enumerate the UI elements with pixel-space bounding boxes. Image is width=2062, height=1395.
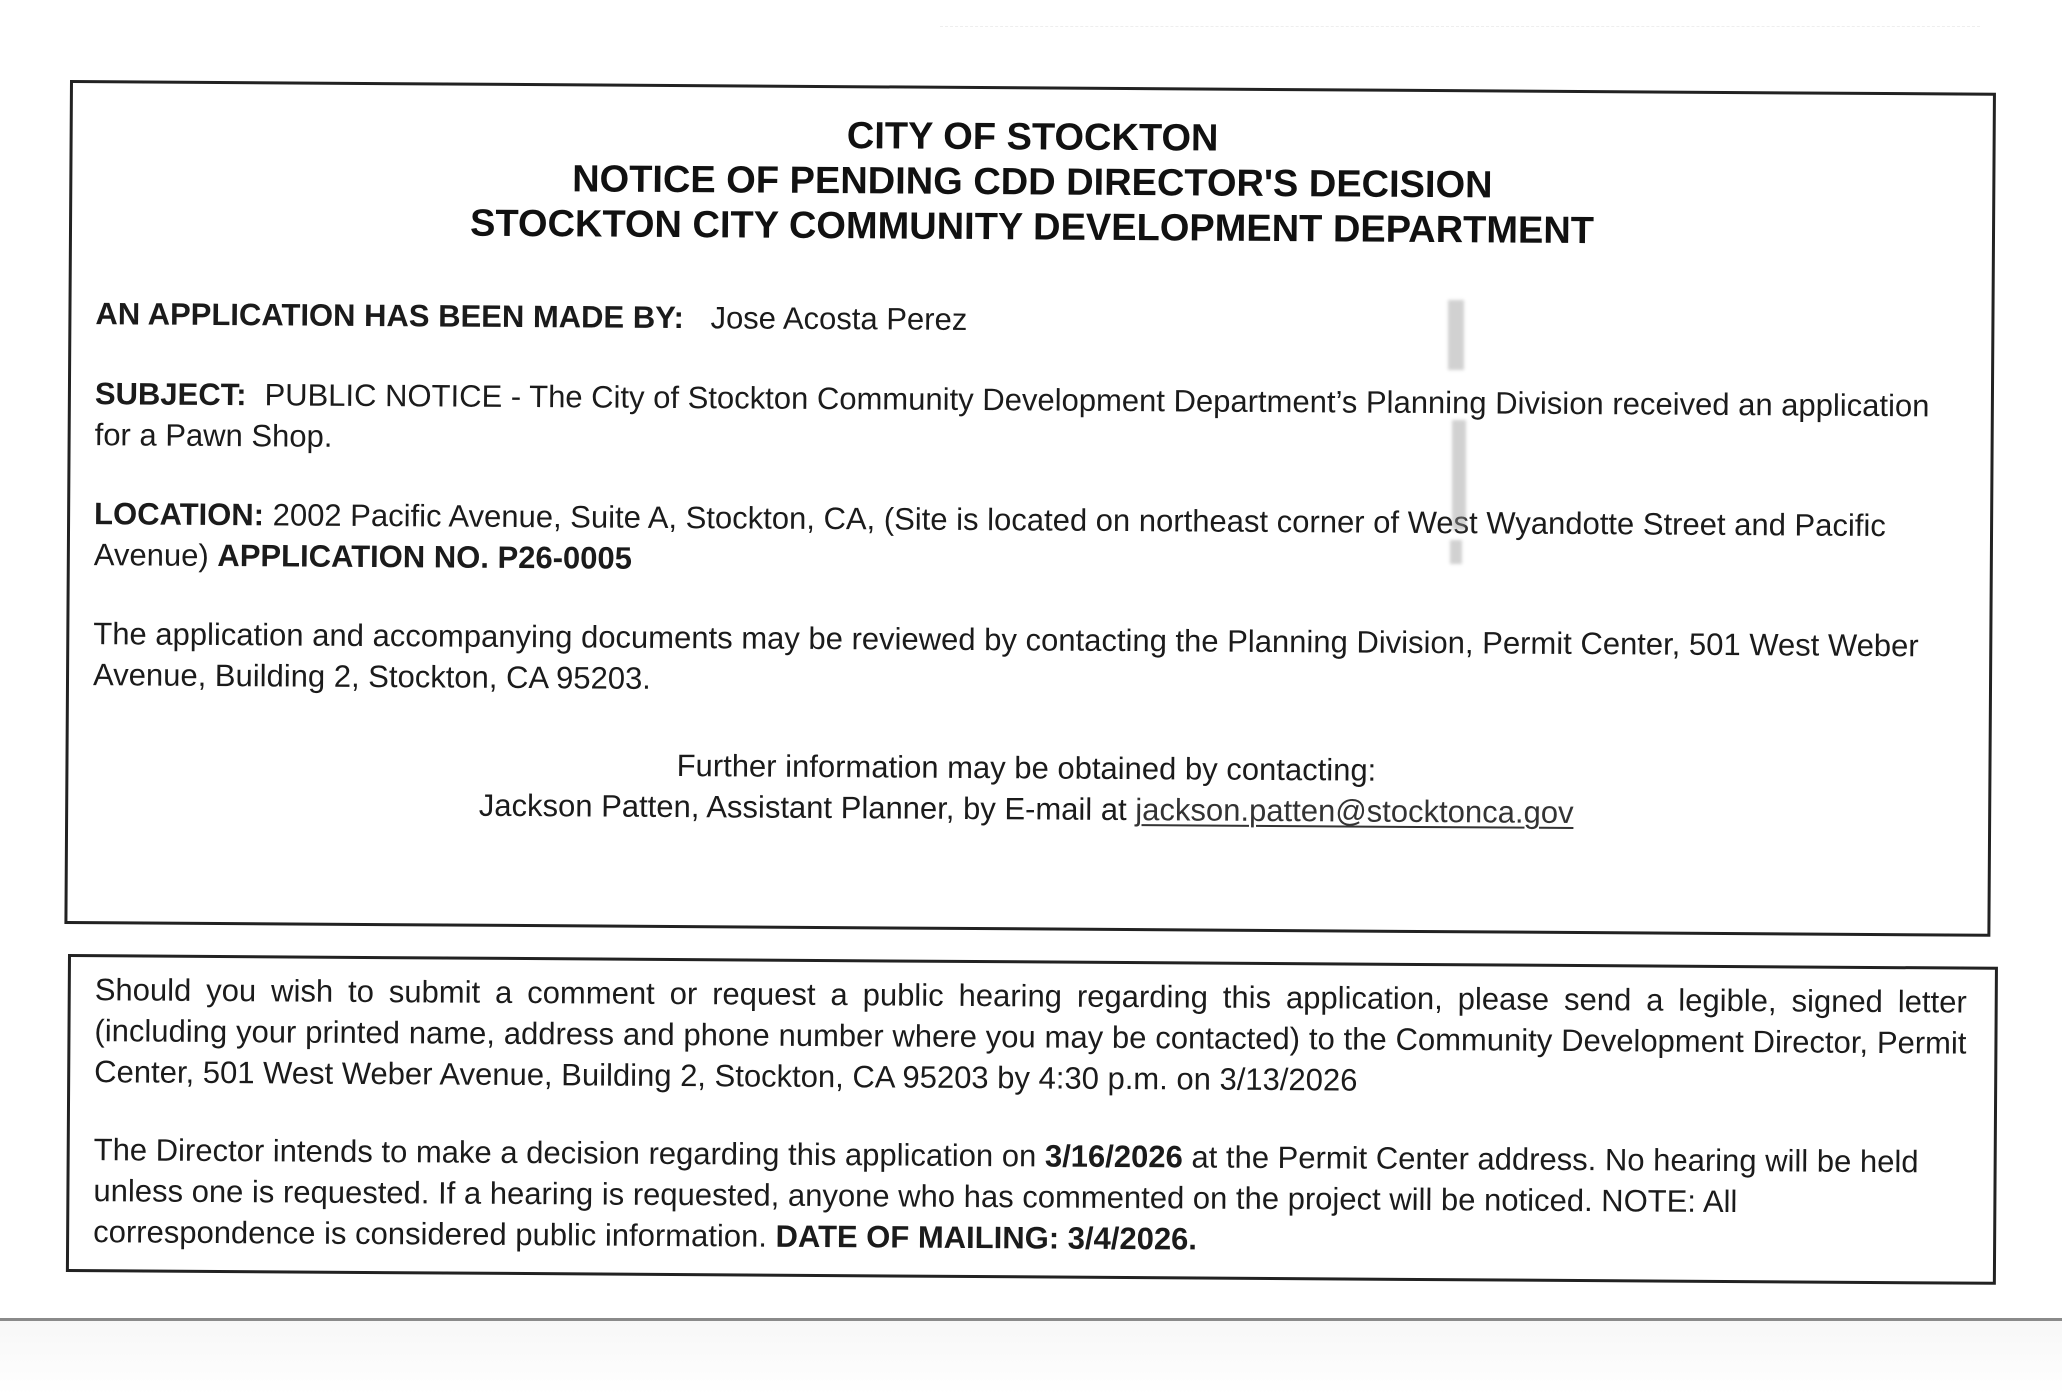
notice-header [72,109,1993,257]
applicant-name: Jose Acosta Perez [710,300,968,337]
header-title: NOTICE OF PENDING CDD DIRECTOR'S DECISION [572,158,1493,207]
decision-date: 3/16/2026 [1044,1138,1183,1175]
header-department: STOCKTON CITY COMMUNITY DEVELOPMENT DEPARTMENT [469,202,1595,253]
applicant-label: AN APPLICATION HAS BEEN MADE BY: [95,296,685,336]
comment-instructions-text: Should you wish to submit a comment or request a public hearing regarding this application, please send a legible, signed letter (including your printed name, address and phone number where you may be contacted) to the Community Development Director, Permit Center, 501 West Weber Avenue, Building 2, Stockton, CA 95203 by 4:30 p.m. on 3/13/2026 [94,972,1967,1098]
decision-paragraph [93,1129,1966,1264]
subject-text: PUBLIC NOTICE - The City of Stockton Community Development Department’s Planning Division received an application for a Pawn Shop. [94,377,1930,454]
review-paragraph [93,613,1962,707]
subject-label: SUBJECT: [94,376,247,413]
comment-instructions [94,969,1967,1104]
decision-suffix: at the Permit Center address. No hearing will be held unless one is requested. If a hearing is requested, anyone who has commented on the project will be noticed. NOTE: All correspondence is considered public information. [93,1139,1919,1254]
comment-box [66,954,1998,1285]
scan-smudge [1452,420,1466,530]
scan-top-marks [940,0,1980,27]
location-paragraph [94,493,1963,587]
scan-smudge [1448,300,1464,370]
location-label: LOCATION: [94,496,265,533]
notice-box [64,80,1996,937]
subject-paragraph [95,373,1964,467]
contact-intro: Further information may be obtained by contacting: [676,748,1377,788]
contact-email-link[interactable]: jackson.patten@stocktonca.gov [1135,792,1574,830]
scan-bottom-edge [0,1318,2062,1395]
contact-block [92,741,1961,835]
decision-prefix: The Director intends to make a decision regarding this application on [93,1132,1037,1174]
review-text: The application and accompanying documents may be reviewed by contacting the Planning Division, Permit Center, 501 West Weber Avenue, Building 2, Stockton, CA 95203. [92,616,1919,696]
header-city: CITY OF STOCKTON [846,115,1219,160]
scan-smudge [1450,540,1462,564]
location-text: 2002 Pacific Avenue, Suite A, Stockton, CA, (Site is located on northeast corner of West Wyandotte Street and Pacific Avenue) [93,497,1886,573]
contact-person: Jackson Patten, Assistant Planner, by E-mail at [478,787,1127,828]
application-number: APPLICATION NO. P26-0005 [217,537,633,576]
mailing-date: DATE OF MAILING: 3/4/2026. [775,1218,1198,1257]
applicant-line [95,293,1963,346]
